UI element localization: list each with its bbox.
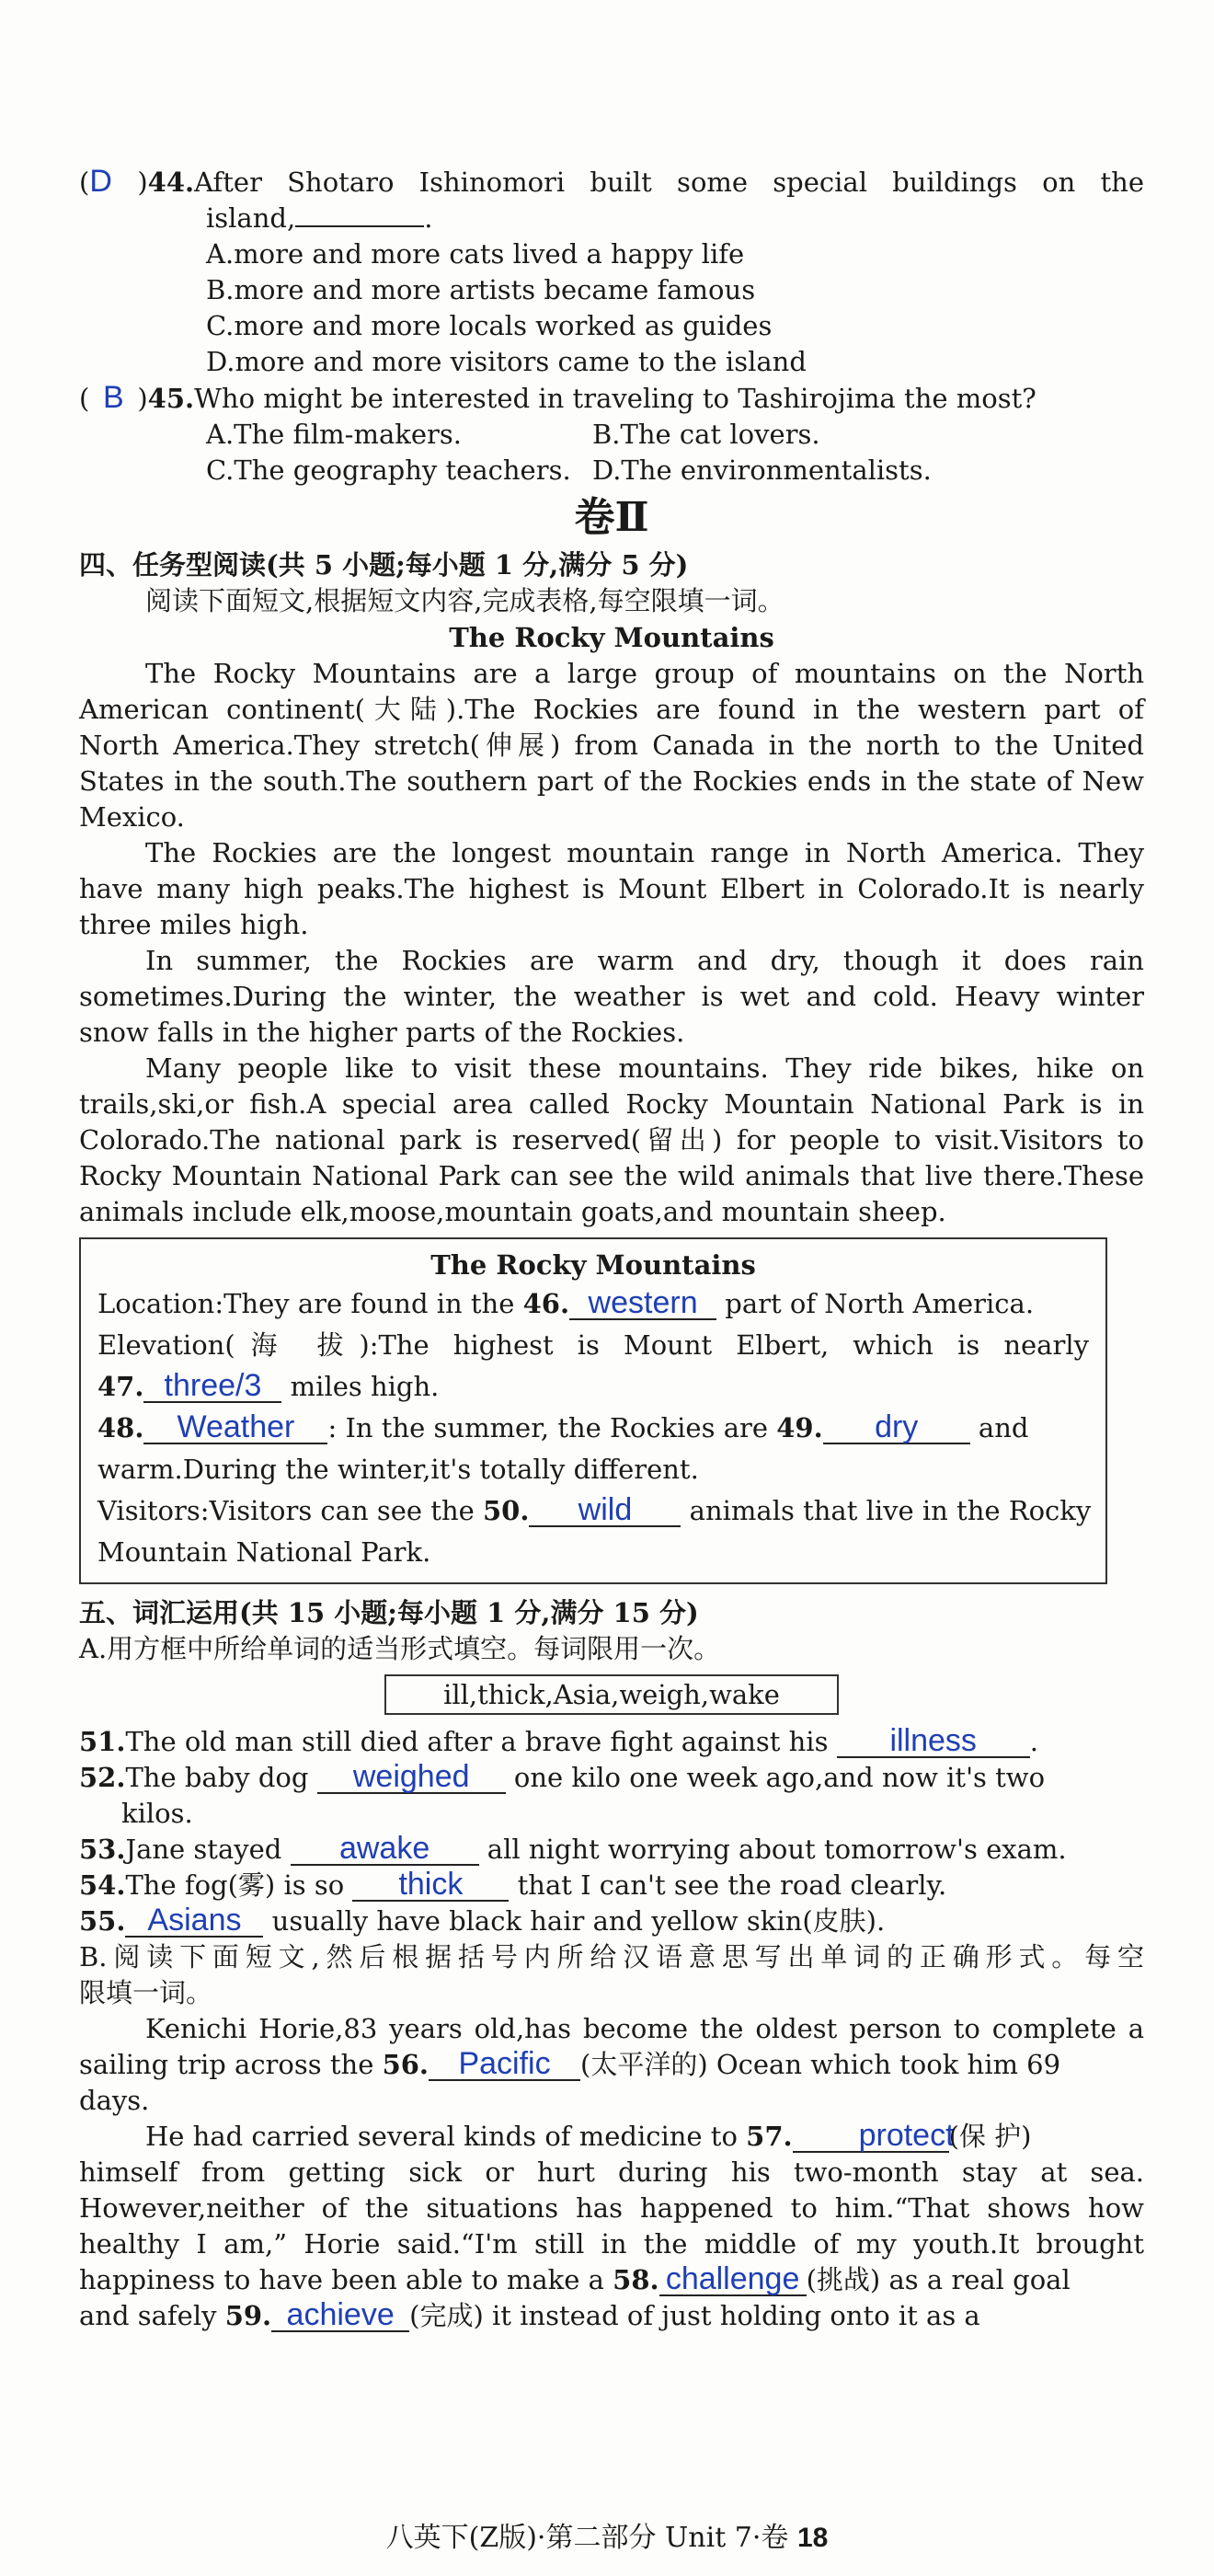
passage-b-line-56: sailing trip across the 56. Pacific (太平洋的) Ocean which took him 69 [79,2046,1061,2081]
part-b-instruction-2: 限填一词。 [79,1977,213,2008]
answer-45: B [102,380,124,415]
answer-55: Asians [125,1904,263,1938]
option-d: D.more and more visitors came to the island [206,346,807,377]
table-title: The Rocky Mountains [430,1249,756,1281]
info-table [79,1237,1107,1584]
section-4-title: 四、任务型阅读(共 5 小题;每小题 1 分,满分 5 分) [79,549,689,581]
question-53: 53.Jane stayed awake all night worrying about tomorrow's exam. [79,1831,1067,1866]
passage-title: The Rocky Mountains [449,622,774,653]
question-52-line2: kilos. [121,1798,193,1829]
question-52: 52.The baby dog weighed one kilo one week ago,and now it's two [79,1759,1046,1794]
table-visitors-2: Mountain National Park. [97,1536,431,1568]
passage-b-line-58: happiness to have been able to make a 58. challenge (挑战) as a real goal [79,2261,1071,2296]
answer-48: Weather [143,1411,327,1444]
question-45-options-2: C.The geography teachers. D.The environmentalists. [206,454,932,486]
answer-56: Pacific [429,2048,580,2081]
answer-59: achieve [271,2299,409,2332]
answer-58: challenge [659,2263,807,2296]
answer-46: western [569,1287,716,1320]
question-45: ( B )45.Who might be interested in traveling to Tashirojima the most? [79,380,1036,415]
section-4-instruction: 阅读下面短文,根据短文内容,完成表格,每空限填一词。 [145,585,785,616]
table-elevation: Elevation(海 拔):The highest is Mount Elbert, which is nearly [97,1329,1089,1361]
table-weather-2: warm.During the winter,it's totally different. [97,1454,699,1485]
answer-52: weighed [317,1761,506,1794]
passage-body: The Rocky Mountains are a large group of mountains on the North American continent(大陆).The Rockies are found in the western part of North America.They stretch(伸展) from Canada in the north to the United States in the south.The southern part of the Rockies ends in the state of New Mexico. The Rockies are the longest mountain range in North America. They have many high peaks.The highest is Mount Elbert in Colorado.It is nearly three miles high. In summer, the Rockies are warm and dry, though it does rain sometimes.During the winter, the weather is wet and cold. Heavy winter snow falls in the higher parts of the Rockies. Many people like to visit these mountains. They ride bikes, hike on trails,ski,or fish.A special area called Rocky Mountain National Park is in Colorado.The national park is reserved(留出) for people to visit.Visitors to Rocky Mountain National Park can see the wild animals that live there.These animals include elk,moose,mountain goats,and mountain sheep. [79,658,1144,1227]
table-weather: 48. Weather : In the summer, the Rockies are 49. dry and [97,1409,1029,1444]
question-44: (D )44.After Shotaro Ishinomori built some special buildings on the [79,164,1144,199]
worksheet-page [79,164,1144,2334]
table-location: Location:They are found in the 46. western part of North America. [97,1285,1035,1320]
table-elevation-answer: 47. three/3 miles high. [97,1368,440,1403]
section-5-title: 五、词汇运用(共 15 小题;每小题 1 分,满分 15 分) [79,1597,699,1628]
volume-heading: 卷Ⅱ [574,494,649,541]
blank-44 [295,225,424,227]
question-51: 51.The old man still died after a brave fight against his illness . [79,1723,1038,1758]
answer-53: awake [291,1833,479,1866]
page-footer: 八英下(Z版)·第二部分 Unit 7·卷 18 [385,2522,829,2554]
answer-54: thick [352,1869,509,1902]
answer-51: illness [837,1725,1030,1758]
passage-b-line-57: He had carried several kinds of medicine to 57. protect(保 护) [145,2118,1032,2153]
option-c: C.more and more locals worked as guides [206,310,773,341]
part-b-instruction: B.阅读下面短文,然后根据括号内所给汉语意思写出单词的正确形式。每空 [79,1941,1144,1972]
part-a-instruction: A.用方框中所给单词的适当形式填空。每词限用一次。 [79,1633,721,1664]
question-55: 55. Asians usually have black hair and yellow skin(皮肤). [79,1903,886,1938]
passage-b: Kenichi Horie,83 years old,has become the oldest person to complete a sailing trip across the 56. Pacific (太平洋的) Ocean which took him 69 days. He had carried several kinds of medicine to 57. protect(保 护) himself from getting sick or hurt during his two-month stay at sea. However,neither of the situations has happened to him.“That shows how healthy I am,” Horie said.“I'm still in the middle of my youth.It brought happiness to have been able to make a 58. challenge (挑战) as a real goal and safely 59. achieve (完成) it instead of just holding onto it as a [79,2013,1144,2332]
question-54: 54.The fog(雾) is so thick that I can't see the road clearly. [79,1867,947,1902]
answer-49: dry [823,1411,970,1444]
question-44-stem: island, . [206,202,433,234]
word-box: ill,thick,Asia,weigh,wake [384,1674,839,1715]
page-number: 18 [796,2523,829,2553]
answer-57: protect [793,2120,949,2153]
table-visitors: Visitors:Visitors can see the 50. wild animals that live in the Rocky [97,1492,1092,1527]
passage-b-line-59: and safely 59. achieve (完成) it instead of just holding onto it as a [79,2297,980,2332]
answer-50: wild [529,1494,681,1527]
option-a: A.more and more cats lived a happy life [206,238,745,270]
option-b: B.more and more artists became famous [206,274,756,305]
question-45-options-1: A.The film-makers. B.The cat lovers. [206,419,820,450]
answer-47: three/3 [143,1370,281,1403]
answer-44: D [89,164,112,199]
